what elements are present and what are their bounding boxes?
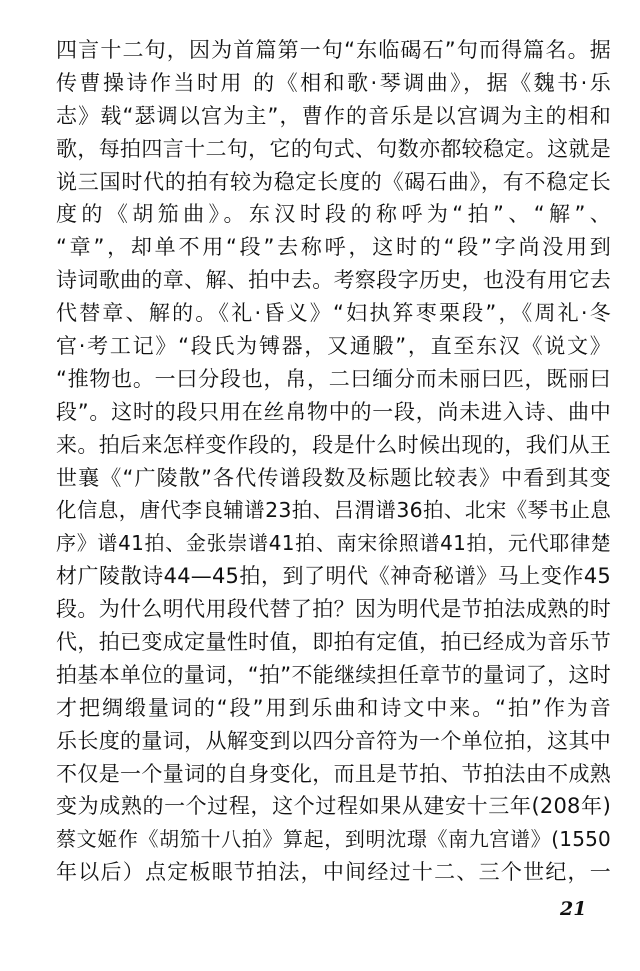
- body-text: [56, 34, 611, 889]
- text-line: 序》谱41拍、金张崇谱41拍、南宋徐照谱41拍，元代耶律楚: [56, 531, 611, 556]
- text-line: 材广陵散诗44—45拍，到了明代《神奇秘谱》马上变作45: [56, 564, 611, 589]
- text-line: 说三国时代的拍有较为稳定长度的《碣石曲》，有不稳定长: [56, 169, 611, 194]
- text-line: 段。为什么明代用段代替了拍？因为明代是节拍法成熟的时: [56, 597, 611, 622]
- text-line: 不仅是一个量词的自身变化，而且是节拍、节拍法由不成熟: [56, 761, 611, 786]
- text-line: 度的《胡笳曲》。东汉时段的称呼为“拍”、“解”、: [56, 202, 611, 227]
- text-line: 歌，每拍四言十二句，它的句式、句数亦都较稳定。这就是: [56, 136, 611, 161]
- text-line: 蔡文姬作《胡笳十八拍》算起，到明沈璟《南九宫谱》(1550: [56, 827, 611, 852]
- text-line: “章”，却单不用“段”去称呼，这时的“段”字尚没用到: [56, 235, 611, 260]
- text-line: 段”。这时的段只用在丝帛物中的一段，尚未进入诗、曲中: [56, 399, 611, 424]
- text-line: 诗词歌曲的章、解、拍中去。考察段字历史，也没有用它去: [56, 268, 611, 293]
- text-line: 代，拍已变成定量性时值，即拍有定值，拍已经成为音乐节: [56, 630, 611, 655]
- text-line: 年以后）点定板眼节拍法，中间经过十二、三个世纪，一: [56, 860, 611, 885]
- text-line: 传曹操诗作当时用 的《相和歌·琴调曲》，据《魏书·乐: [56, 70, 611, 95]
- text-line: 官·考工记》“段氏为镈器，又通腶”，直至东汉《说文》: [56, 334, 611, 359]
- text-line: 来。拍后来怎样变作段的，段是什么时候出现的，我们从王: [56, 432, 611, 457]
- text-line: 才把绸缎量词的“段”用到乐曲和诗文中来。“拍”作为音: [56, 695, 611, 720]
- text-line: 四言十二句，因为首篇第一句“东临碣石”句而得篇名。据: [56, 38, 611, 62]
- text-line: 乐长度的量词，从解变到以四分音符为一个单位拍，这其中: [56, 728, 611, 753]
- text-line: 变为成熟的一个过程，这个过程如果从建安十三年(208年): [56, 794, 611, 819]
- text-line: “推物也。一曰分段也，帛，二曰缅分而未丽曰匹，既丽曰: [56, 366, 611, 391]
- page-number: 21: [560, 898, 587, 920]
- text-line: 世襄《“广陵散”各代传谱段数及标题比较表》中看到其变: [56, 465, 611, 490]
- text-line: 化信息，唐代李良辅谱23拍、吕渭谱36拍、北宋《琴书止息: [56, 498, 611, 523]
- text-line: 拍基本单位的量词，“拍”不能继续担任章节的量词了，这时: [56, 662, 611, 687]
- text-line: 志》载“瑟调以宫为主”，曹作的音乐是以宫调为主的相和: [56, 103, 611, 128]
- text-line: 代替章、解的。《礼·昏义》“妇执笲枣栗段”，《周礼·冬: [56, 301, 611, 326]
